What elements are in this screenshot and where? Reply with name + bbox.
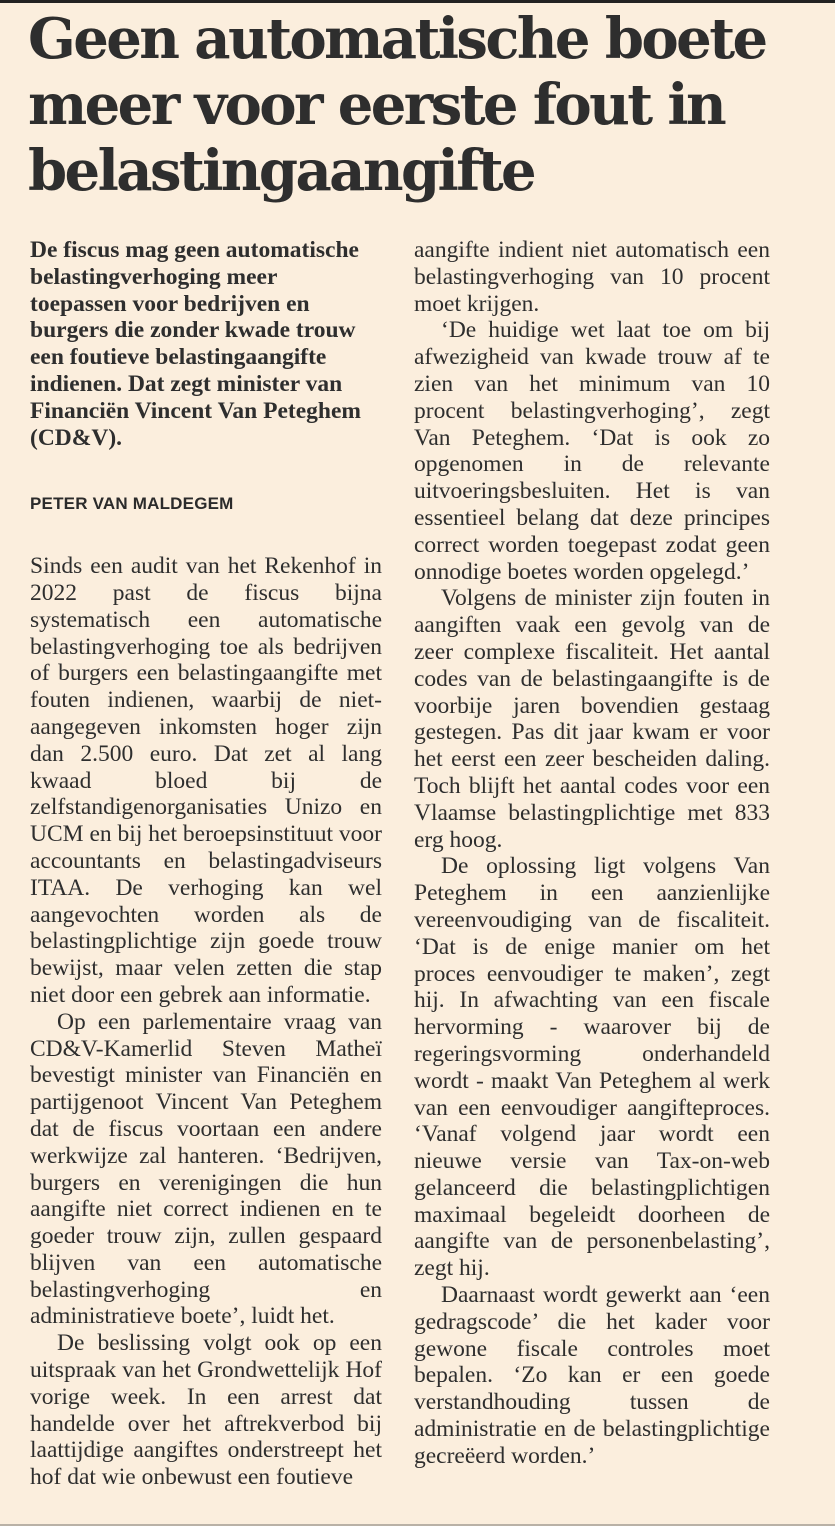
body-paragraph: Sinds een audit van het Rekenhof in 2022 past de fiscus bijna systematisch een automatische belastingverhoging toe als bedrijven of burgers een belastingaangifte met fouten indienen, waarbij de niet-aangegeven inkomsten hoger zijn dan 2.500 euro. Dat zet al lang kwaad bloed bij de zelfstandigenorganisaties Unizo en UCM en bij het beroepsinstituut voor accountants en belastingadviseurs ITAA. De verhoging kan wel aangevochten worden als de belastingplichtige zijn goede trouw bewijst, maar velen zetten die stap niet door een gebrek aan informatie. [30, 553, 382, 1008]
article-byline: PETER VAN MALDEGEM [30, 494, 234, 514]
body-paragraph: De oplossing ligt volgens Van Peteghem in een aanzienlijke vereenvoudiging van de fiscaliteit. ‘Dat is de enige manier om het proces eenvoudiger te maken’, zegt hij. In afwachting van een fiscale hervorming - waarover bij de regeringsvorming onderhandeld wordt - maakt Van Peteghem al werk van een eenvoudiger aangifteproces. ‘Vanaf volgend jaar wordt een nieuwe versie van Tax-on-web gelanceerd die belastingplichtigen maximaal begeleidt doorheen de aangifte van de personenbelasting’, zegt hij. [414, 853, 770, 1282]
article-lead: De fiscus mag geen automatische belastingverhoging meer toepassen voor bedrijven en burgers die zonder kwade trouw een foutieve belastingaangifte indienen. Dat zegt minister van Financiën Vincent Van Peteghem (CD&V). [30, 237, 361, 451]
article-column-left [30, 237, 382, 1491]
article-headline: Geen automatische boete meer voor eerste fout in belastingaangifte [28, 6, 766, 204]
body-paragraph: Op een parlementaire vraag van CD&V-Kamerlid Steven Matheï bevestigt minister van Financiën en partijgenoot Vincent Van Peteghem dat de fiscus voortaan een andere werkwijze zal hanteren. ‘Bedrijven, burgers en verenigingen die hun aangifte niet correct indienen en te goeder trouw zijn, zullen gespaard blijven van een automatische belastingverhoging en administratieve boete’, luidt het. [30, 1008, 382, 1330]
body-paragraph: Daarnaast wordt gewerkt aan ‘een gedragscode’ die het kader voor gewone fiscale controles moet bepalen. ‘Zo kan er een goede verstandhouding tussen de administratie en de belastingplichtige gecreëerd worden.’ [414, 1282, 770, 1469]
body-paragraph: De beslissing volgt ook op een uitspraak van het Grondwettelijk Hof vorige week. In een arrest dat handelde over het aftrekverbod bij laattijdige aangiftes onderstreept het hof dat wie onbewust een foutieve [30, 1330, 382, 1491]
article-column-right [414, 237, 770, 1470]
top-rule [0, 0, 835, 3]
body-paragraph: Volgens de minister zijn fouten in aangiften vaak een gevolg van de zeer complexe fiscaliteit. Het aantal codes van de belastingaangifte is de voorbije jaren bovendien gestaag gestegen. Pas dit jaar kwam er voor het eerst een zeer bescheiden daling. Toch blijft het aantal codes voor een Vlaamse belastingplichtige met 833 erg hoog. [414, 585, 770, 853]
body-paragraph: ‘De huidige wet laat toe om bij afwezigheid van kwade trouw af te zien van het minimum van 10 procent belastingverhoging’, zegt Van Peteghem. ‘Dat is ook zo opgenomen in de relevante uitvoeringsbesluiten. Het is van essentieel belang dat deze principes correct worden toegepast zodat geen onnodige boetes worden opgelegd.’ [414, 317, 770, 585]
body-paragraph: aangifte indient niet automatisch een belastingverhoging van 10 procent moet krijgen. [414, 237, 770, 317]
